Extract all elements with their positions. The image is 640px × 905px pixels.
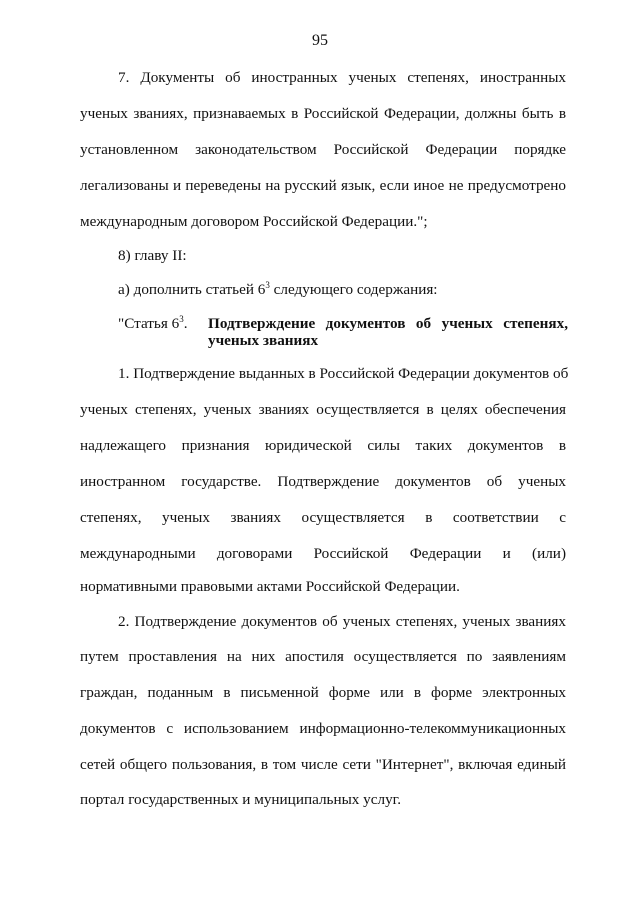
paragraph-2-line: документов с использованием информационно-телекоммуникационных bbox=[80, 720, 566, 737]
paragraph-1-line: нормативными правовыми актами Российской Федерации. bbox=[80, 578, 460, 595]
paragraph-1-line: степенях, ученых званиях осуществляется в соответствии с bbox=[80, 509, 566, 526]
item-a-superscript: 3 bbox=[265, 280, 270, 290]
paragraph-7-line: 7. Документы об иностранных ученых степенях, иностранных bbox=[118, 69, 566, 86]
paragraph-7-line: международным договором Российской Федерации."; bbox=[80, 213, 428, 230]
paragraph-2-line: путем проставления на них апостиля осуществляется по заявлениям bbox=[80, 648, 566, 665]
article-title: Подтверждение документов об ученых степенях, bbox=[208, 315, 568, 332]
item-a-text: а) дополнить статьей 6 bbox=[118, 281, 266, 298]
item-8: 8) главу II: bbox=[118, 247, 187, 264]
article-label-text: "Статья 6 bbox=[118, 315, 180, 332]
paragraph-1-line: надлежащего признания юридической силы таких документов в bbox=[80, 437, 566, 454]
paragraph-1-line: иностранном государстве. Подтверждение документов об ученых bbox=[80, 473, 566, 490]
paragraph-7-line: легализованы и переведены на русский язык, если иное не предусмотрено bbox=[80, 177, 566, 194]
paragraph-2-line: сетей общего пользования, в том числе сети "Интернет", включая единый bbox=[80, 756, 566, 773]
paragraph-1-line: международными договорами Российской Федерации и (или) bbox=[80, 545, 566, 562]
article-label-superscript: 3 bbox=[179, 314, 184, 324]
paragraph-2-line: портал государственных и муниципальных услуг. bbox=[80, 791, 401, 808]
page-number: 95 bbox=[312, 32, 328, 49]
article-title: ученых званиях bbox=[208, 332, 319, 349]
paragraph-2-line: граждан, поданным в письменной форме или в форме электронных bbox=[80, 684, 566, 701]
paragraph-1-line: ученых степенях, ученых званиях осуществляется в целях обеспечения bbox=[80, 401, 566, 418]
paragraph-1-line: 1. Подтверждение выданных в Российской Федерации документов об bbox=[118, 365, 569, 382]
article-label bbox=[118, 314, 188, 334]
paragraph-2-line: 2. Подтверждение документов об ученых степенях, ученых званиях bbox=[118, 613, 566, 630]
article-label-dot: . bbox=[183, 315, 188, 332]
paragraph-7-line: ученых званиях, признаваемых в Российской Федерации, должны быть в bbox=[80, 105, 566, 122]
paragraph-7-line: установленном законодательством Российской Федерации порядке bbox=[80, 141, 566, 158]
item-a bbox=[118, 280, 566, 300]
item-a-text-end: следующего содержания: bbox=[269, 281, 438, 298]
